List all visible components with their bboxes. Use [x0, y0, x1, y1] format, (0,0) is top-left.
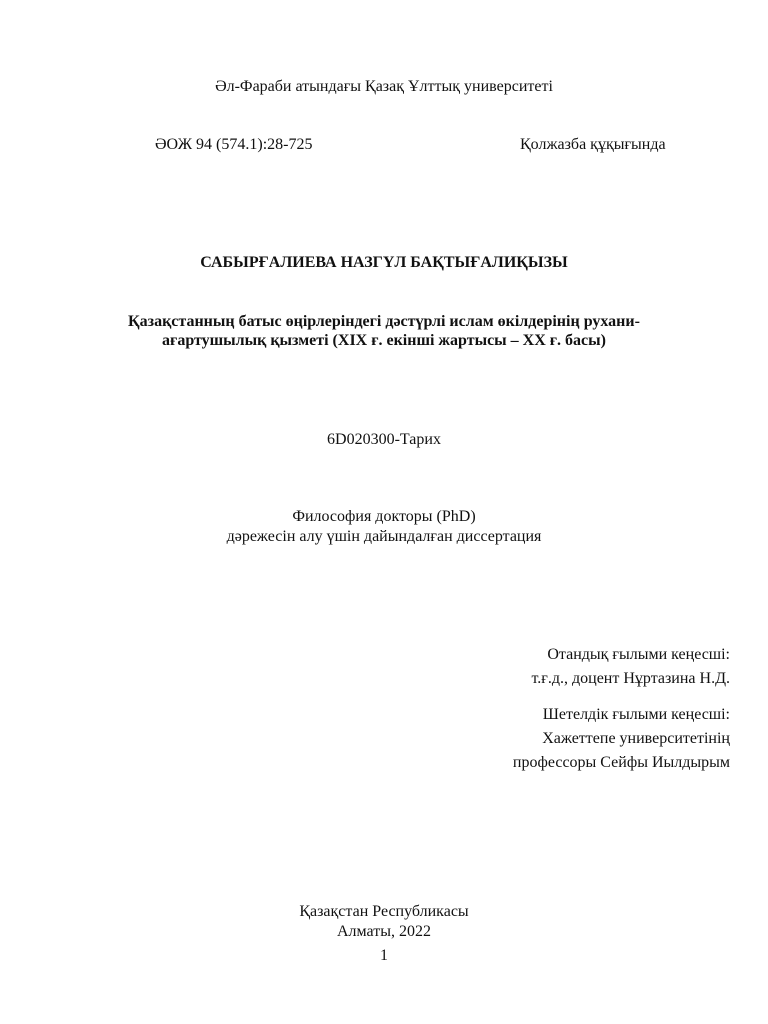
country-name: Қазақстан Республикасы — [299, 903, 469, 920]
udc-code: ӘОЖ 94 (574.1):28-725 — [155, 136, 313, 153]
degree-line-1: Философия докторы (PhD) — [292, 508, 476, 525]
foreign-advisor-block — [513, 703, 730, 775]
domestic-advisor-name: т.ғ.д., доцент Нұртазина Н.Д. — [531, 670, 730, 687]
dissertation-title-line-2: ағартушылық қызметі (XIX ғ. екінші жартысы – XX ғ. басы) — [162, 332, 606, 349]
manuscript-rights: Қолжазба құқығында — [520, 136, 666, 153]
dissertation-title-line-1: Қазақстанның батыс өңірлеріндегі дәстүрлі ислам өкілдерінің рухани- — [128, 313, 640, 330]
city-year: Алматы, 2022 — [337, 923, 431, 940]
domestic-advisor-block — [532, 643, 731, 691]
foreign-advisor-label: Шетелдік ғылыми кеңесші: — [542, 706, 730, 723]
foreign-advisor-university: Хажеттепе университетінің — [542, 730, 730, 747]
university-name: Әл-Фараби атындағы Қазақ Ұлттық университеті — [215, 78, 553, 95]
author-name: САБЫРҒАЛИЕВА НАЗГҮЛ БАҚТЫҒАЛИҚЫЗЫ — [200, 254, 568, 271]
specialty-code: 6D020300-Тарих — [327, 431, 441, 448]
page-number: 1 — [380, 947, 388, 964]
foreign-advisor-name: профессоры Сейфы Иылдырым — [512, 754, 730, 771]
degree-line-2: дәрежесін алу үшін дайындалған диссертация — [226, 528, 542, 545]
domestic-advisor-label: Отандық ғылыми кеңесші: — [547, 646, 730, 663]
